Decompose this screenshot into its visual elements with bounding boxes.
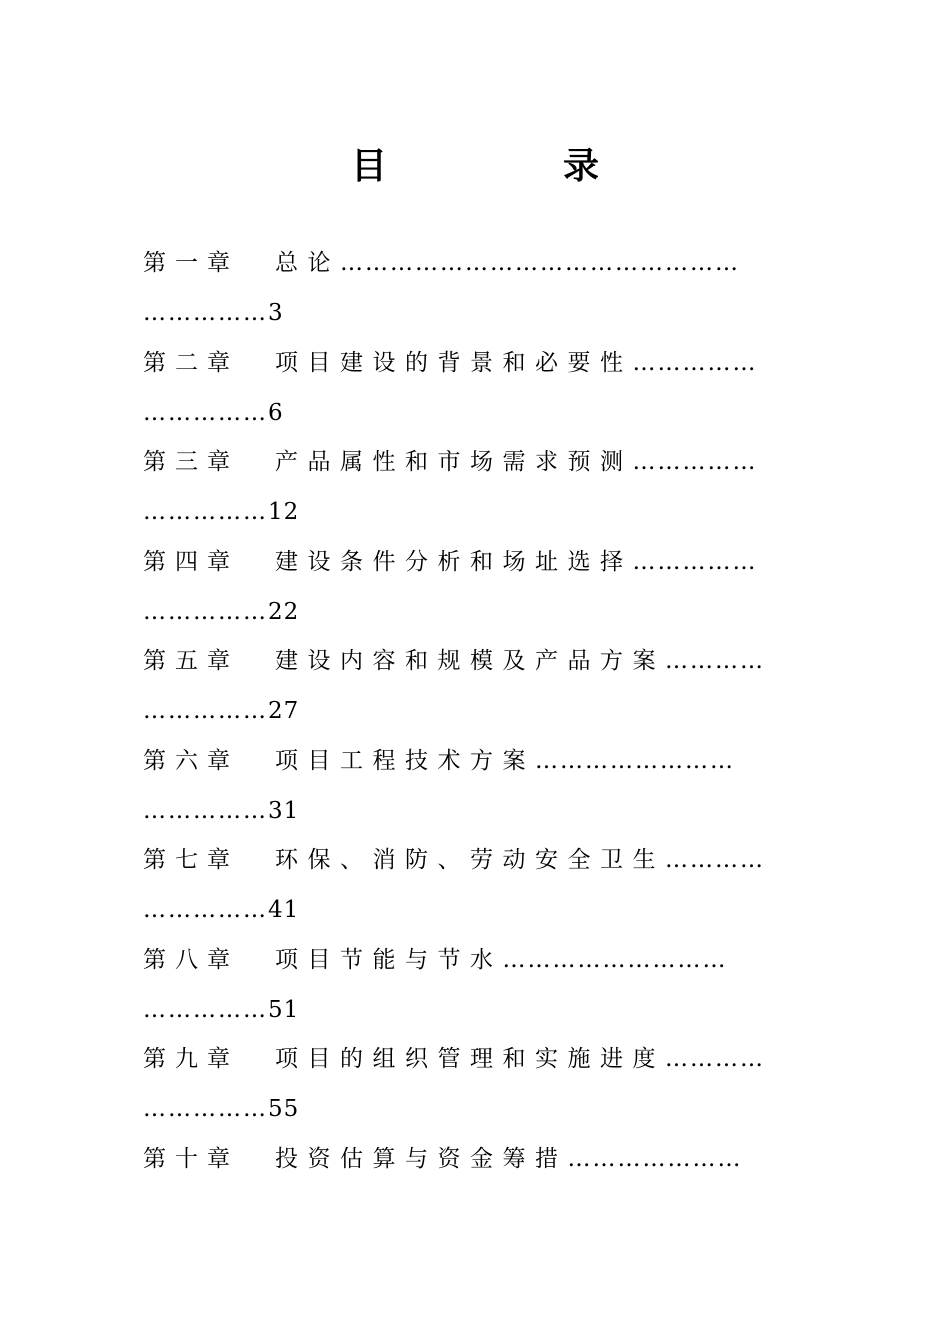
chapter-title: 项目的组织管理和实施进度 bbox=[275, 1046, 665, 1072]
chapter-number: 第五章 bbox=[143, 648, 239, 674]
leader-dots: …………… bbox=[143, 698, 268, 724]
chapter-number: 第一章 bbox=[143, 250, 239, 276]
page-number: 51 bbox=[268, 996, 300, 1023]
leader-dots: ………… bbox=[665, 648, 765, 674]
chapter-number: 第四章 bbox=[143, 548, 239, 575]
leader-dots: …………… bbox=[143, 499, 268, 525]
chapter-number: 第八章 bbox=[143, 946, 239, 973]
page-number: 12 bbox=[268, 499, 300, 525]
page-number: 41 bbox=[268, 897, 300, 923]
chapter-number: 第七章 bbox=[143, 847, 239, 873]
toc-entry-8[interactable] bbox=[143, 935, 803, 1035]
page-title: 目 录 bbox=[350, 146, 669, 187]
leader-dots: …………… bbox=[143, 598, 268, 625]
chapter-title: 项目节能与节水 bbox=[275, 946, 503, 973]
leader-dots: …………… bbox=[632, 349, 758, 376]
leader-dots: ………… bbox=[665, 1046, 765, 1072]
chapter-title: 项目工程技术方案 bbox=[275, 747, 535, 774]
toc-entry-3[interactable] bbox=[143, 437, 803, 537]
chapter-number: 第十章 bbox=[143, 1145, 239, 1172]
leader-dots: ………………… bbox=[567, 1145, 743, 1172]
toc-entry-1[interactable] bbox=[143, 238, 803, 338]
page-number: 55 bbox=[268, 1096, 300, 1122]
chapter-number: 第三章 bbox=[143, 449, 239, 475]
page-number: 27 bbox=[268, 698, 300, 724]
page-number: 31 bbox=[268, 797, 300, 824]
page-number: 22 bbox=[268, 598, 300, 625]
leader-dots: …………… bbox=[143, 797, 268, 824]
chapter-title: 产品属性和市场需求预测 bbox=[275, 449, 633, 475]
leader-dots: …………… bbox=[143, 300, 268, 326]
leader-dots: …………………… bbox=[535, 747, 735, 774]
page-number: 6 bbox=[268, 399, 284, 426]
chapter-title: 投资估算与资金筹措 bbox=[275, 1145, 568, 1172]
leader-dots: …………… bbox=[143, 996, 268, 1023]
chapter-title: 建设条件分析和场址选择 bbox=[275, 548, 633, 575]
toc-entry-5[interactable] bbox=[143, 636, 803, 736]
toc-entry-6[interactable] bbox=[143, 736, 803, 836]
leader-dots: …………… bbox=[143, 1096, 268, 1122]
chapter-number: 第六章 bbox=[143, 747, 239, 774]
chapter-title: 环保、消防、劳动安全卫生 bbox=[275, 847, 665, 873]
leader-dots: …………… bbox=[632, 548, 758, 575]
chapter-title: 建设内容和规模及产品方案 bbox=[275, 648, 665, 674]
page-number: 3 bbox=[268, 300, 284, 326]
leader-dots: ……………………… bbox=[502, 946, 728, 973]
chapter-title: 项目建设的背景和必要性 bbox=[275, 349, 633, 376]
table-of-contents bbox=[143, 238, 803, 1233]
toc-entry-10[interactable] bbox=[143, 1134, 803, 1234]
toc-entry-7[interactable] bbox=[143, 835, 803, 935]
toc-entry-9[interactable] bbox=[143, 1034, 803, 1134]
leader-dots: ………………………………………… bbox=[340, 250, 740, 276]
leader-dots: ………… bbox=[665, 847, 765, 873]
leader-dots: …………… bbox=[632, 449, 758, 475]
chapter-number: 第二章 bbox=[143, 349, 239, 376]
leader-dots: …………… bbox=[143, 897, 268, 923]
toc-entry-4[interactable] bbox=[143, 537, 803, 637]
toc-entry-2[interactable] bbox=[143, 338, 803, 438]
chapter-number: 第九章 bbox=[143, 1046, 239, 1072]
leader-dots: …………… bbox=[143, 399, 268, 426]
chapter-title: 总论 bbox=[275, 250, 340, 276]
